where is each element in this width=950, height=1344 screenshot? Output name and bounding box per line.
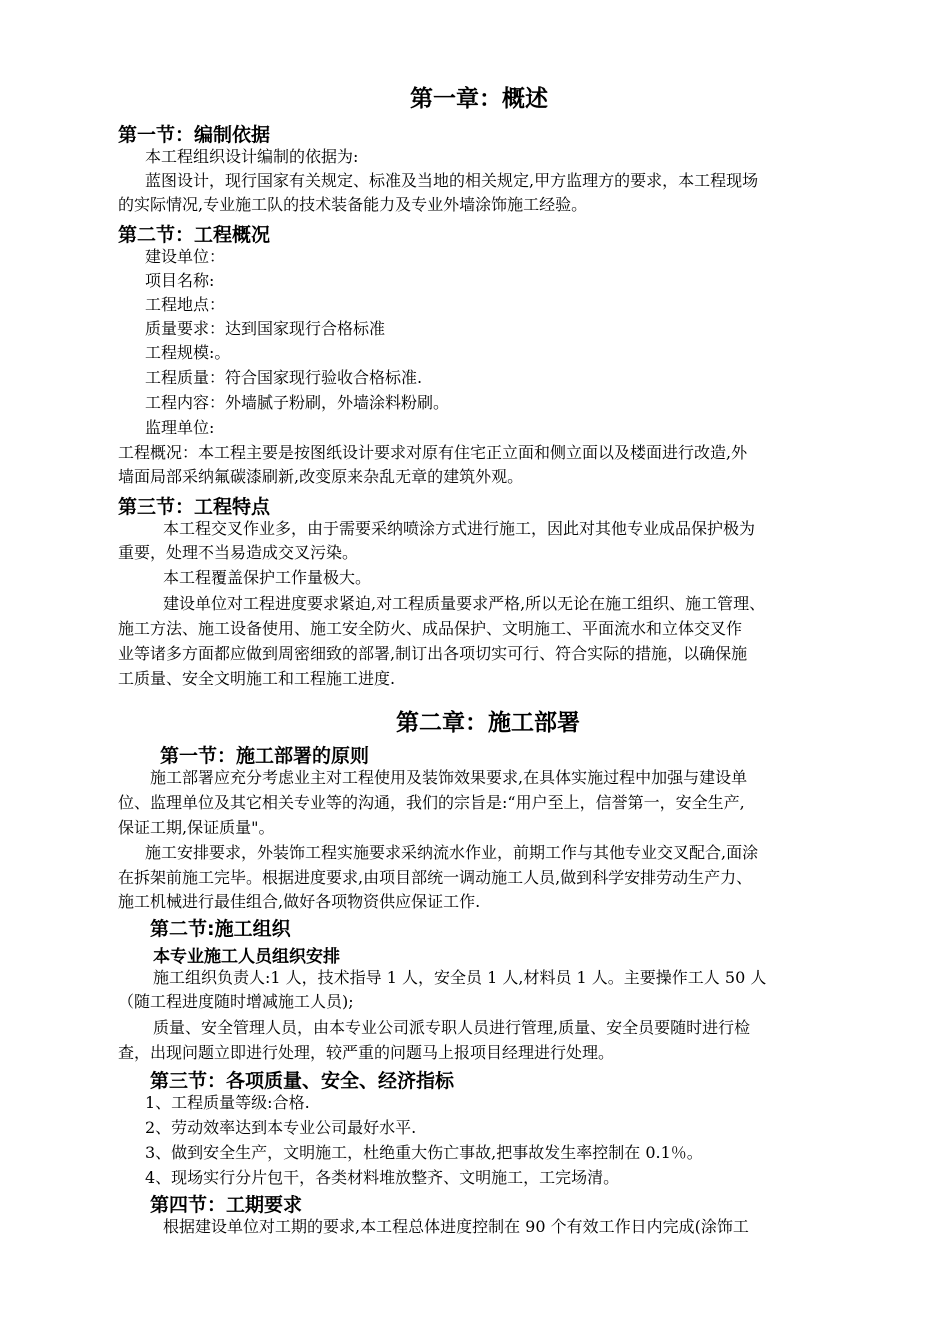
- info-line: 项目名称:: [145, 271, 215, 290]
- paragraph-line: 位、监理单位及其它相关专业等的沟通，我们的宗旨是:“用户至上，信誉第一，安全生产,: [118, 793, 745, 812]
- info-line: 建设单位：: [145, 247, 226, 266]
- paragraph-line: 在拆架前施工完毕。根据进度要求,由项目部统一调动施工人员,做到科学安排劳动生产力、: [118, 868, 753, 887]
- paragraph-line: 本工程交叉作业多，由于需要采纳喷涂方式进行施工，因此对其他专业成品保护极为: [163, 519, 756, 538]
- paragraph-line: 查，出现问题立即进行处理，较严重的问题马上报项目经理进行处理。: [118, 1043, 615, 1062]
- section-title: 第三节：工程特点: [118, 496, 271, 518]
- section-title: 第二节：工程概况: [118, 224, 271, 246]
- list-item: 3、做到安全生产，文明施工，杜绝重大伤亡事故,把事故发生率控制在 0.1％。: [145, 1143, 703, 1162]
- paragraph-line: 工质量、安全文明施工和工程施工进度.: [118, 669, 396, 688]
- list-item: 4、现场实行分片包干，各类材料堆放整齐、文明施工，工完场清。: [145, 1168, 620, 1187]
- list-item: 1、工程质量等级:合格.: [145, 1093, 310, 1112]
- paragraph-line: 保证工期,保证质量"。: [118, 818, 275, 837]
- paragraph-line: 本工程组织设计编制的依据为:: [145, 147, 359, 166]
- chapter-1-title: 第一章：概述: [410, 86, 548, 112]
- paragraph-line: 施工方法、施工设备使用、施工安全防火、成品保护、文明施工、平面流水和立体交叉作: [118, 619, 743, 638]
- paragraph-line: 重要，处理不当易造成交叉污染。: [118, 543, 359, 562]
- paragraph-line: 质量、安全管理人员，由本专业公司派专职人员进行管理,质量、安全员要随时进行检: [153, 1018, 751, 1037]
- paragraph-line: 本工程覆盖保护工作量极大。: [163, 568, 372, 587]
- chapter-2-title: 第二章：施工部署: [396, 710, 580, 736]
- paragraph-line: 施工机械进行最佳组合,做好各项物资供应保证工作.: [118, 892, 481, 911]
- paragraph-line: 施工部署应充分考虑业主对工程使用及装饰效果要求,在具体实施过程中加强与建设单: [150, 768, 748, 787]
- section-title: 第四节：工期要求: [150, 1194, 303, 1216]
- paragraph-line: 工程概况：本工程主要是按图纸设计要求对原有住宅正立面和侧立面以及楼面进行改造,外: [118, 443, 748, 462]
- info-line: 工程内容：外墙腻子粉刷，外墙涂料粉刷。: [145, 393, 450, 412]
- section-title: 第一节：编制依据: [118, 124, 271, 146]
- info-line: 工程质量：符合国家现行验收合格标准.: [145, 368, 423, 387]
- paragraph-line: 根据建设单位对工期的要求,本工程总体进度控制在 90 个有效工作日内完成(涂饰工: [163, 1217, 749, 1236]
- info-line: 工程地点：: [145, 295, 226, 314]
- section-title: 第一节：施工部署的原则: [160, 745, 370, 767]
- info-line: 质量要求：达到国家现行合格标准: [145, 319, 386, 338]
- paragraph-line: （随工程进度随时增减施工人员);: [118, 992, 354, 1011]
- paragraph-line: 业等诸多方面都应做到周密细致的部署,制订出各项切实可行、符合实际的措施，以确保施: [118, 644, 748, 663]
- subsection-title: 本专业施工人员组织安排: [153, 947, 340, 967]
- paragraph-line: 蓝图设计，现行国家有关规定、标准及当地的相关规定,甲方监理方的要求，本工程现场: [145, 171, 759, 190]
- section-title: 第二节:施工组织: [150, 918, 291, 940]
- section-title: 第三节：各项质量、安全、经济指标: [150, 1070, 455, 1092]
- paragraph-line: 的实际情况,专业施工队的技术装备能力及专业外墙涂饰施工经验。: [118, 195, 588, 214]
- paragraph-line: 施工组织负责人:1 人，技术指导 1 人，安全员 1 人,材料员 1 人。主要操作工人 50 人: [153, 968, 767, 987]
- paragraph-line: 建设单位对工程进度要求紧迫,对工程质量要求严格,所以无论在施工组织、施工管理、: [163, 594, 766, 613]
- info-line: 监理单位:: [145, 418, 215, 437]
- info-line: 工程规模:。: [145, 343, 231, 362]
- paragraph-line: 施工安排要求，外装饰工程实施要求采纳流水作业，前期工作与其他专业交叉配合,面涂: [145, 843, 759, 862]
- paragraph-line: 墙面局部采纳氟碳漆刷新,改变原来杂乱无章的建筑外观。: [118, 467, 524, 486]
- list-item: 2、劳动效率达到本专业公司最好水平.: [145, 1118, 417, 1137]
